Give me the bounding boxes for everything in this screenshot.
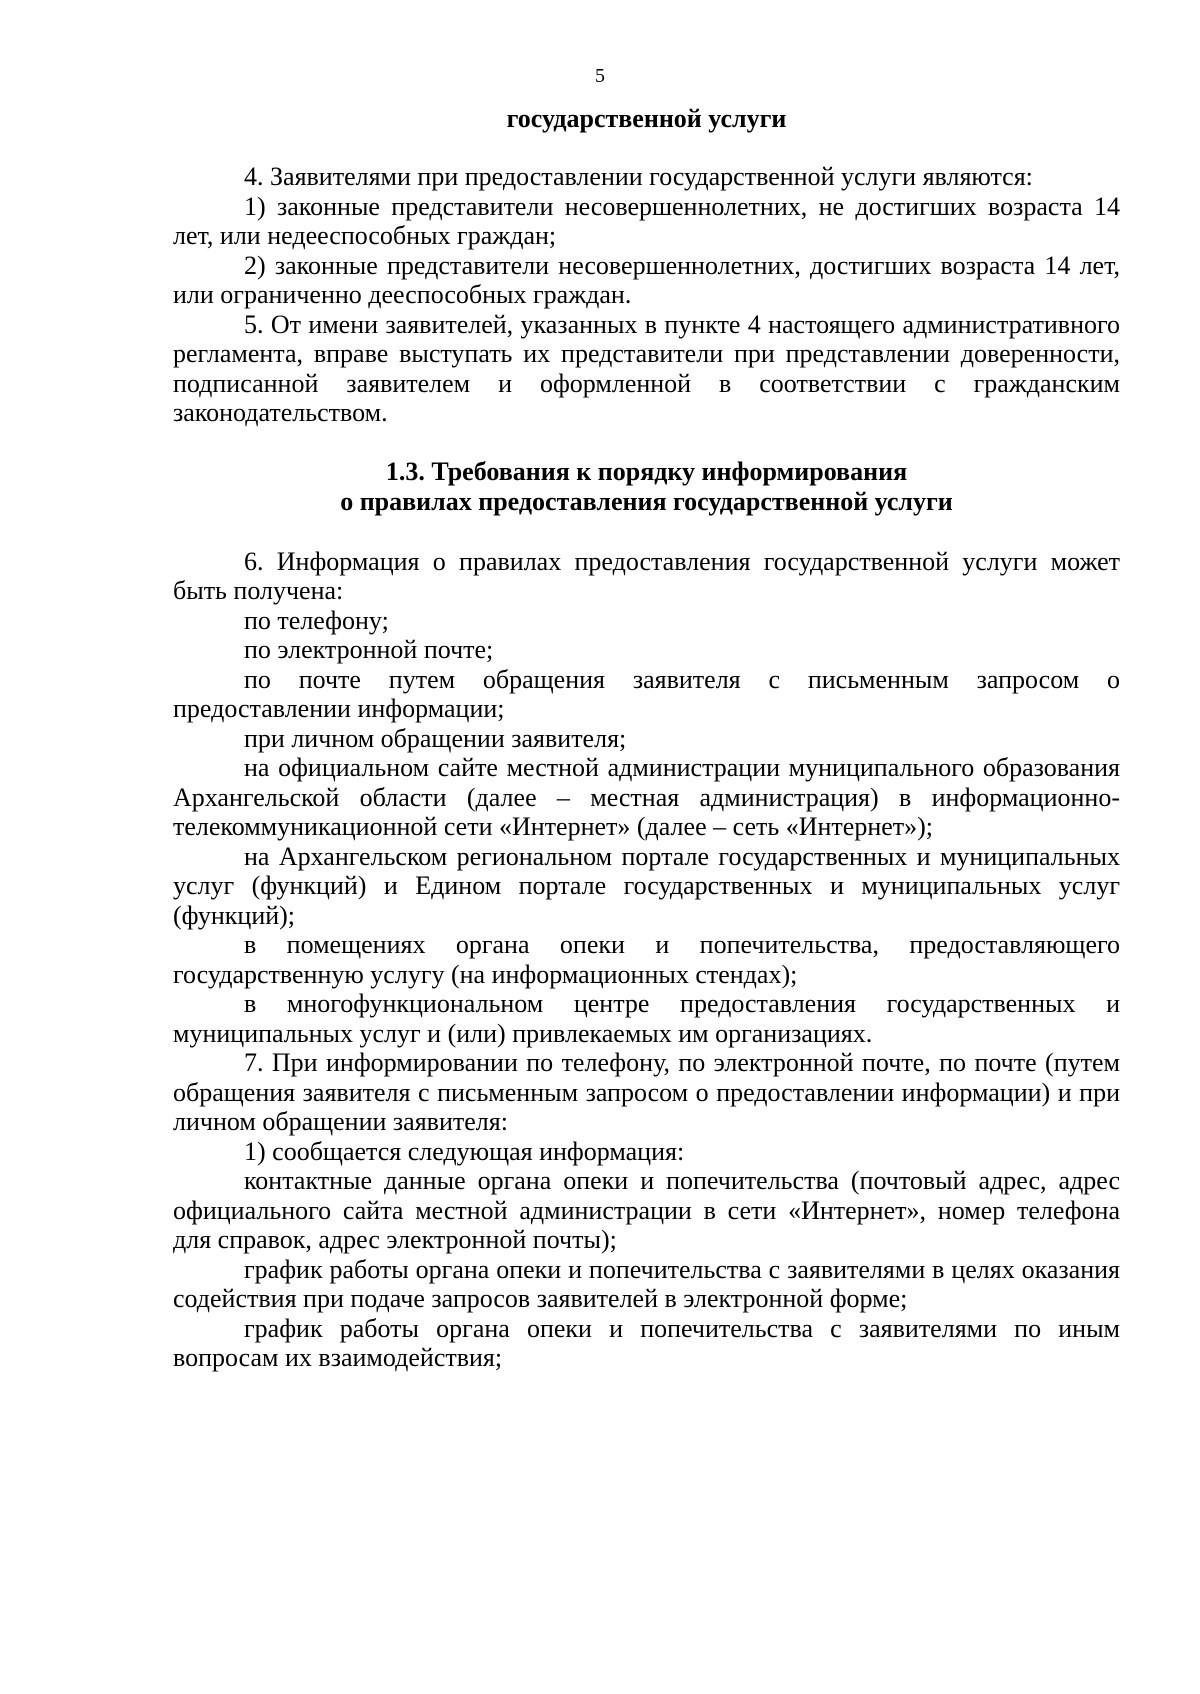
section-heading-line-1: 1.3. Требования к порядку информирования (385, 456, 908, 486)
list-item-contacts: контактные данные органа опеки и попечительства (почтовый адрес, адрес официального сайта местной администрации в сети «Интернет», номер телефона для справок, адрес электронной почты); (173, 1166, 1120, 1254)
continued-heading: государственной услуги (506, 104, 787, 133)
list-item-mfc: в многофункциональном центре предоставления государственных и муниципальных услуг и (или) привлекаемых им организациях. (173, 989, 1120, 1048)
list-item-schedule-electronic: график работы органа опеки и попечительства с заявителями в целях оказания содействия при подаче запросов заявителей в электронной форме; (173, 1254, 1120, 1313)
paragraph-7: 7. При информировании по телефону, по электронной почте, по почте (путем обращения заявителя с письменным запросом о предоставлении информации) и при личном обращении заявителя: (173, 1048, 1120, 1136)
paragraph-5: 5. От имени заявителей, указанных в пункте 4 настоящего административного регламента, вправе выступать их представители при представлении доверенности, подписанной заявителем и оформленной в соответствии с гражданским законодательством. (173, 309, 1120, 427)
paragraph-6: 6. Информация о правилах предоставления государственной услуги может быть получена: (173, 546, 1120, 605)
page-number: 5 (595, 65, 605, 87)
list-item-portal: на Архангельском региональном портале государственных и муниципальных услуг (функций) и Едином портале государственных и муниципальных услуг (функций); (173, 841, 1120, 930)
paragraph-7-item-1: 1) сообщается следующая информация: (244, 1136, 685, 1166)
list-item-schedule-other: график работы органа опеки и попечительства с заявителями по иным вопросам их взаимодействия; (173, 1313, 1120, 1372)
paragraph-4-item-2: 2) законные представители несовершеннолетних, достигших возраста 14 лет, или ограниченно дееспособных граждан. (173, 250, 1120, 309)
list-item-post: по почте путем обращения заявителя с письменным запросом о предоставлении информации; (173, 664, 1120, 723)
document-body (173, 104, 1120, 1373)
list-item-website: на официальном сайте местной администрации муниципального образования Архангельской области (далее – местная администрация) в информационно-телекоммуникационной сети «Интернет» (далее – сеть «Интернет»); (173, 753, 1120, 841)
list-item-premises: в помещениях органа опеки и попечительства, предоставляющего государственную услугу (на информационных стендах); (173, 930, 1120, 989)
list-item-personal: при личном обращении заявителя; (244, 723, 627, 753)
list-item-phone: по телефону; (244, 605, 389, 635)
paragraph-4: 4. Заявителями при предоставлении государственной услуги являются: (244, 162, 1033, 191)
section-heading (173, 457, 1120, 517)
list-item-email: по электронной почте; (244, 635, 494, 664)
paragraph-4-item-1: 1) законные представители несовершеннолетних, не достигших возраста 14 лет, или недееспособных граждан; (173, 191, 1120, 250)
section-heading-line-2: о правилах предоставления государственной услуги (340, 486, 953, 516)
